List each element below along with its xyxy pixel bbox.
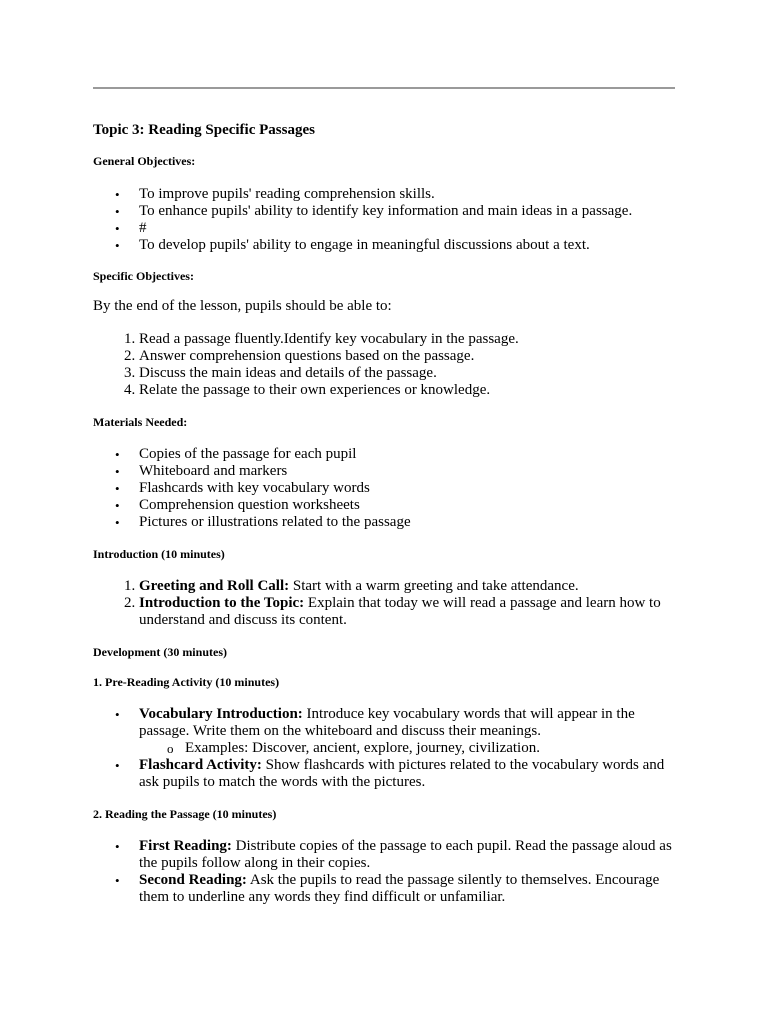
item-text: Start with a warm greeting and take attendance.	[289, 578, 579, 594]
pre-reading-list	[93, 706, 675, 791]
development-heading: Development (30 minutes)	[93, 645, 227, 659]
list-item: • Comprehension question worksheets	[139, 497, 675, 514]
list-item	[139, 706, 675, 757]
document-page	[93, 121, 675, 906]
list-item: • Whiteboard and markers	[139, 463, 675, 480]
sub-list	[139, 740, 675, 757]
pre-reading-heading: 1. Pre-Reading Activity (10 minutes)	[93, 675, 280, 689]
item-text: Distribute copies of the passage to each pupil. Read the passage aloud as the pupils follow along in their copies.	[139, 838, 672, 871]
list-item: • To improve pupils' reading comprehension skills.	[139, 186, 675, 203]
list-item	[139, 872, 675, 906]
item-text: Introduce key vocabulary words that will appear in the passage. Write them on the whiteboard and discuss their meanings.	[139, 706, 635, 739]
specific-objectives-list	[93, 331, 675, 399]
item-text: Ask the pupils to read the passage silently to themselves. Encourage them to underline any words they find difficult or unfamiliar.	[139, 872, 660, 905]
list-item	[139, 757, 675, 791]
specific-objectives-heading: Specific Objectives:	[93, 269, 194, 283]
list-item: • To develop pupils' ability to engage in meaningful discussions about a text.	[139, 237, 675, 254]
list-item: 1. Read a passage fluently.Identify key vocabulary in the passage.	[139, 331, 675, 348]
introduction-heading: Introduction (10 minutes)	[93, 547, 225, 561]
reading-heading: 2. Reading the Passage (10 minutes)	[93, 807, 277, 821]
list-item: • Pictures or illustrations related to the passage	[139, 514, 675, 531]
general-objectives-list	[93, 186, 675, 254]
general-objectives-heading: General Objectives:	[93, 154, 196, 168]
item-label: Greeting and Roll Call:	[139, 578, 290, 594]
materials-heading: Materials Needed:	[93, 415, 188, 429]
list-item	[139, 838, 675, 872]
item-text: Explain that today we will read a passage and learn how to understand and discuss its content.	[139, 595, 661, 628]
item-label: Flashcard Activity:	[139, 757, 262, 773]
list-item: • #	[139, 220, 675, 237]
list-item: 4. Relate the passage to their own experiences or knowledge.	[139, 382, 675, 399]
list-item: 3. Discuss the main ideas and details of the passage.	[139, 365, 675, 382]
list-item	[139, 595, 675, 629]
item-label: Vocabulary Introduction:	[139, 706, 303, 722]
list-item: • To enhance pupils' ability to identify key information and main ideas in a passage.	[139, 203, 675, 220]
list-item	[139, 578, 675, 595]
list-item: • Flashcards with key vocabulary words	[139, 480, 675, 497]
item-label: Introduction to the Topic:	[139, 595, 305, 611]
item-text: Show flashcards with pictures related to the vocabulary words and ask pupils to match the words with the pictures.	[139, 757, 665, 790]
page-title: Topic 3: Reading Specific Passages	[93, 122, 315, 138]
list-item: 2. Answer comprehension questions based on the passage.	[139, 348, 675, 365]
reading-list	[93, 838, 675, 906]
specific-objectives-intro: By the end of the lesson, pupils should be able to:	[93, 298, 392, 314]
materials-list	[93, 446, 675, 531]
item-label: Second Reading:	[139, 872, 247, 888]
list-item: • Copies of the passage for each pupil	[139, 446, 675, 463]
sub-list-item: o Examples: Discover, ancient, explore, journey, civilization.	[185, 740, 675, 757]
header-divider	[93, 87, 675, 89]
item-label: First Reading:	[139, 838, 232, 854]
introduction-list	[93, 578, 675, 629]
